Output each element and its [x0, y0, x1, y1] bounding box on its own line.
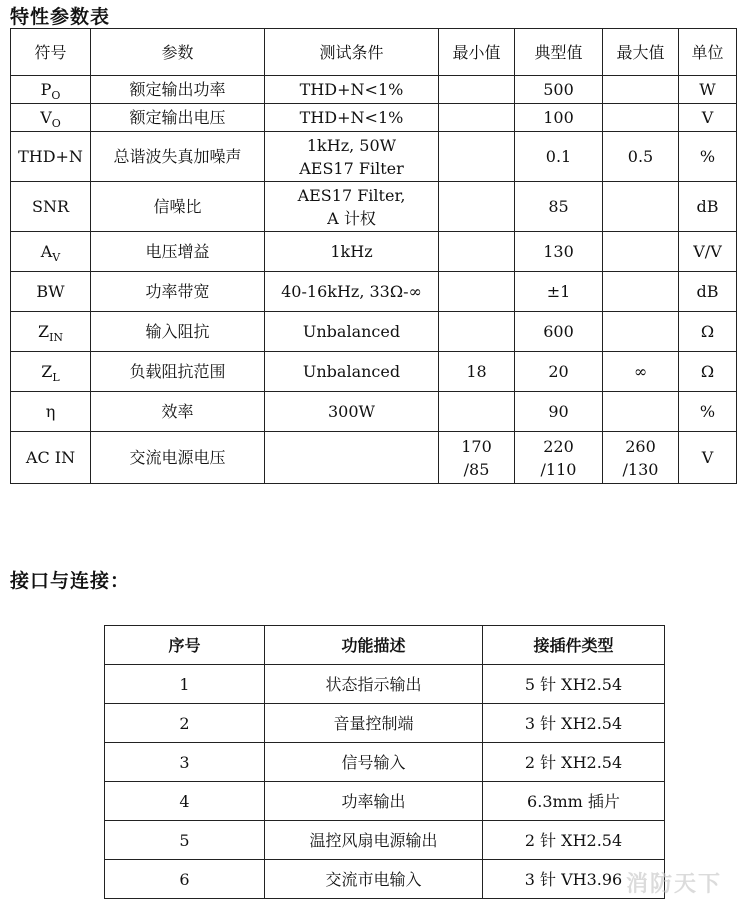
typ-cell: [515, 272, 603, 312]
unit-cell: W: [679, 76, 737, 104]
parameter-cell: 电压增益: [91, 232, 265, 272]
symbol-cell: [11, 182, 91, 232]
spec-row: [11, 132, 737, 182]
parameter-cell: 效率: [91, 392, 265, 432]
header-test-condition: 测试条件: [265, 29, 439, 76]
spec-header-row: [11, 29, 737, 76]
symbol-cell: [11, 76, 91, 104]
typ-cell: [515, 312, 603, 352]
unit-cell: %: [679, 132, 737, 182]
symbol-text: AC IN: [25, 448, 76, 467]
header-connector-type: 接插件类型: [483, 626, 665, 665]
typ-cell: [515, 352, 603, 392]
cond-line: THD+N<1%: [299, 80, 404, 99]
max-cell: [603, 182, 679, 232]
connection-table: [104, 625, 665, 899]
typ-cell: [515, 76, 603, 104]
typ-line: /110: [540, 459, 577, 479]
connector-type-cell: 5 针 XH2.54: [483, 665, 665, 704]
cond-line: A 计权: [327, 208, 376, 228]
connection-row: [105, 782, 665, 821]
cond-cell: [265, 352, 439, 392]
index-cell: 4: [105, 782, 265, 821]
cond-cell: [265, 182, 439, 232]
cond-line: 1kHz: [330, 242, 373, 261]
spec-table: [10, 28, 737, 484]
connection-table-body: [105, 665, 665, 899]
header-unit: 单位: [679, 29, 737, 76]
cond-cell: [265, 232, 439, 272]
unit-cell: %: [679, 392, 737, 432]
max-cell: [603, 232, 679, 272]
typ-cell: [515, 182, 603, 232]
typ-cell: [515, 432, 603, 484]
typ-line: 90: [548, 402, 569, 421]
function-cell: 交流市电输入: [265, 860, 483, 899]
spec-row: [11, 232, 737, 272]
min-cell: [439, 76, 515, 104]
max-line: /130: [622, 459, 659, 479]
spec-row: [11, 432, 737, 484]
cond-cell: [265, 104, 439, 132]
cond-line: Unbalanced: [302, 362, 401, 381]
cond-cell: [265, 132, 439, 182]
index-cell: 3: [105, 743, 265, 782]
function-cell: 功率输出: [265, 782, 483, 821]
symbol-subscript: L: [52, 371, 60, 385]
watermark: 消防天下: [625, 872, 722, 897]
connection-header-row: [105, 626, 665, 665]
cond-line: 1kHz, 50W: [306, 135, 397, 155]
typ-line: 100: [543, 108, 574, 127]
spec-table-title: 特性参数表: [10, 6, 111, 28]
connection-row: [105, 860, 665, 899]
symbol-cell: [11, 104, 91, 132]
symbol-cell: [11, 312, 91, 352]
symbol-cell: [11, 392, 91, 432]
min-cell: [439, 392, 515, 432]
symbol-cell: [11, 432, 91, 484]
min-line: /85: [463, 459, 490, 479]
max-cell: [603, 312, 679, 352]
spec-row: [11, 312, 737, 352]
parameter-cell: 总谐波失真加噪声: [91, 132, 265, 182]
symbol-subscript: IN: [49, 331, 64, 345]
unit-cell: Ω: [679, 352, 737, 392]
typ-cell: [515, 104, 603, 132]
symbol-text: BW: [36, 282, 65, 301]
cond-cell: [265, 272, 439, 312]
connector-type-cell: 6.3mm 插片: [483, 782, 665, 821]
function-cell: 温控风扇电源输出: [265, 821, 483, 860]
header-function: 功能描述: [265, 626, 483, 665]
index-cell: 6: [105, 860, 265, 899]
parameter-cell: 信噪比: [91, 182, 265, 232]
symbol-text: η: [45, 402, 56, 421]
connector-type-cell: 3 针 VH3.96: [483, 860, 665, 899]
unit-cell: V/V: [679, 232, 737, 272]
symbol-text: P: [40, 80, 52, 99]
unit-cell: Ω: [679, 312, 737, 352]
parameter-cell: 功率带宽: [91, 272, 265, 312]
typ-line: 85: [548, 197, 569, 216]
max-cell: [603, 76, 679, 104]
typ-cell: [515, 132, 603, 182]
unit-cell: V: [679, 432, 737, 484]
unit-cell: dB: [679, 182, 737, 232]
unit-cell: dB: [679, 272, 737, 312]
cond-cell: [265, 392, 439, 432]
max-cell: [603, 104, 679, 132]
max-cell: [603, 132, 679, 182]
typ-line: 500: [543, 80, 574, 99]
spec-table-body: [11, 76, 737, 484]
typ-cell: [515, 232, 603, 272]
typ-line: ±1: [546, 282, 571, 301]
cond-line: Unbalanced: [302, 322, 401, 341]
min-cell: [439, 272, 515, 312]
cond-line: AES17 Filter,: [297, 185, 406, 205]
spec-row: [11, 104, 737, 132]
min-line: 18: [466, 362, 487, 381]
min-cell: [439, 104, 515, 132]
header-min: 最小值: [439, 29, 515, 76]
spec-row: [11, 392, 737, 432]
typ-line: 130: [543, 242, 574, 261]
typ-line: 600: [543, 322, 574, 341]
symbol-text: A: [40, 242, 53, 261]
min-line: 170: [461, 436, 492, 456]
cond-line: THD+N<1%: [299, 108, 404, 127]
min-cell: [439, 182, 515, 232]
index-cell: 2: [105, 704, 265, 743]
cond-cell: [265, 432, 439, 484]
cond-line: 40-16kHz, 33Ω-∞: [281, 282, 422, 301]
typ-line: 0.1: [545, 147, 572, 166]
symbol-text: Z: [41, 362, 53, 381]
connector-type-cell: 2 针 XH2.54: [483, 821, 665, 860]
connection-row: [105, 665, 665, 704]
function-cell: 音量控制端: [265, 704, 483, 743]
symbol-cell: [11, 272, 91, 312]
parameter-cell: 额定输出电压: [91, 104, 265, 132]
symbol-subscript: V: [52, 251, 61, 265]
spec-row: [11, 352, 737, 392]
max-line: 0.5: [627, 147, 654, 166]
header-max: 最大值: [603, 29, 679, 76]
function-cell: 信号输入: [265, 743, 483, 782]
symbol-subscript: O: [51, 117, 61, 131]
connector-type-cell: 3 针 XH2.54: [483, 704, 665, 743]
header-index: 序号: [105, 626, 265, 665]
symbol-cell: [11, 132, 91, 182]
cond-line: 300W: [328, 402, 375, 421]
max-cell: [603, 432, 679, 484]
connection-row: [105, 704, 665, 743]
max-cell: [603, 272, 679, 312]
connection-row: [105, 743, 665, 782]
parameter-cell: 额定输出功率: [91, 76, 265, 104]
symbol-text: Z: [37, 322, 50, 341]
min-cell: [439, 312, 515, 352]
min-cell: [439, 352, 515, 392]
connection-table-title: 接口与连接：: [10, 570, 131, 592]
spec-row: [11, 272, 737, 312]
max-cell: [603, 352, 679, 392]
min-cell: [439, 132, 515, 182]
parameter-cell: 交流电源电压: [91, 432, 265, 484]
symbol-cell: [11, 352, 91, 392]
symbol-text: V: [40, 108, 52, 127]
connection-row: [105, 821, 665, 860]
typ-cell: [515, 392, 603, 432]
parameter-cell: 负载阻抗范围: [91, 352, 265, 392]
symbol-subscript: O: [51, 89, 61, 103]
cond-cell: [265, 76, 439, 104]
typ-line: 20: [548, 362, 569, 381]
cond-cell: [265, 312, 439, 352]
parameter-cell: 输入阻抗: [91, 312, 265, 352]
header-symbol: 符号: [11, 29, 91, 76]
function-cell: 状态指示输出: [265, 665, 483, 704]
header-parameter: 参数: [91, 29, 265, 76]
connector-type-cell: 2 针 XH2.54: [483, 743, 665, 782]
symbol-text: SNR: [31, 197, 69, 216]
min-cell: [439, 232, 515, 272]
unit-cell: V: [679, 104, 737, 132]
symbol-text: THD+N: [18, 147, 83, 166]
max-cell: [603, 392, 679, 432]
max-line: 260: [625, 436, 656, 456]
max-line: ∞: [633, 362, 648, 381]
symbol-cell: [11, 232, 91, 272]
spec-row: [11, 182, 737, 232]
typ-line: 220: [543, 436, 574, 456]
min-cell: [439, 432, 515, 484]
header-typical: 典型值: [515, 29, 603, 76]
index-cell: 5: [105, 821, 265, 860]
spec-row: [11, 76, 737, 104]
index-cell: 1: [105, 665, 265, 704]
cond-line: AES17 Filter: [299, 158, 404, 178]
